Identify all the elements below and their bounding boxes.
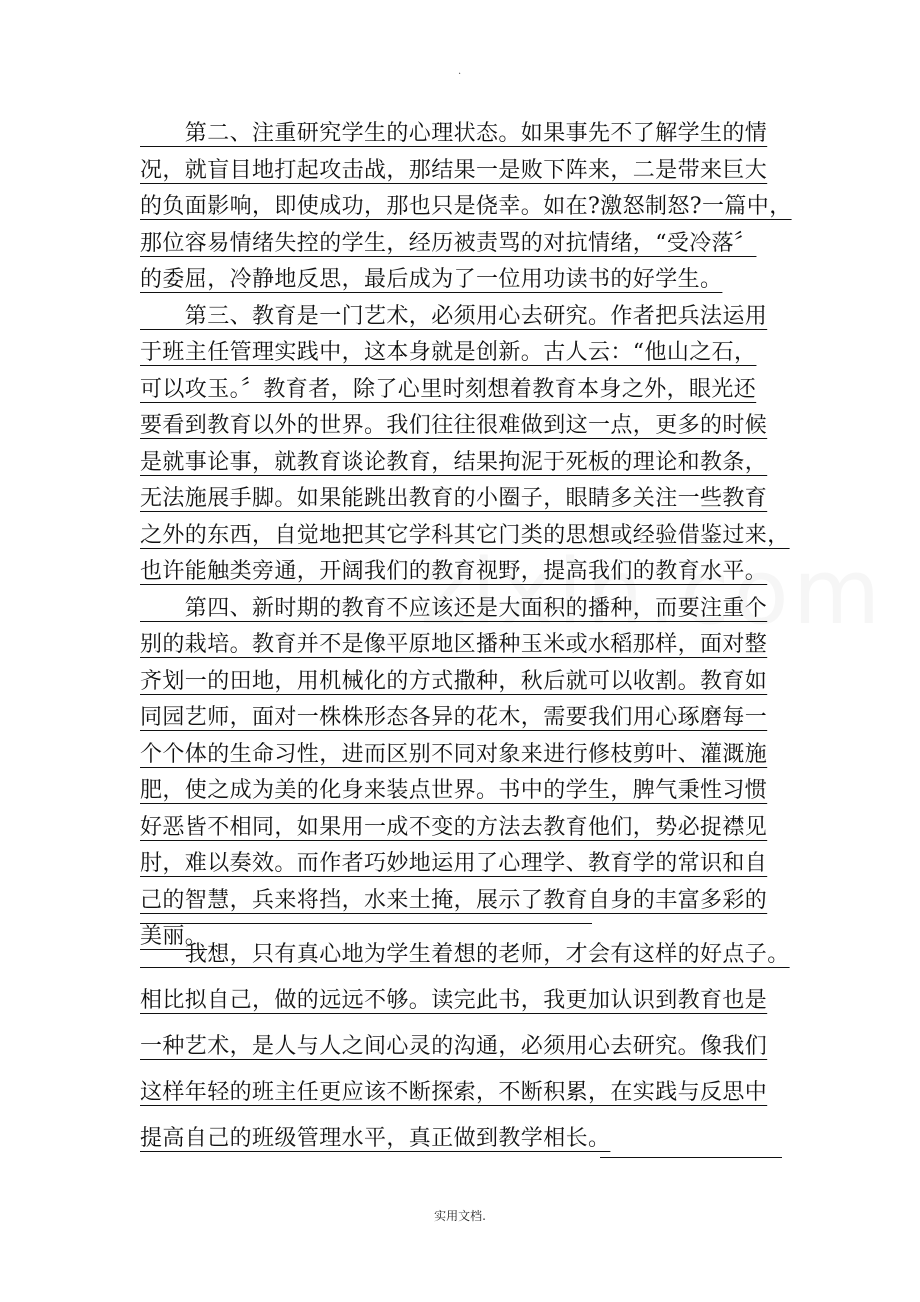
page-footer: 实用文档. — [434, 1209, 486, 1223]
text-line: 肥，使之成为美的化身来装点世界。书中的学生，脾气秉性习惯 — [140, 778, 768, 803]
text-line: 第二、注重研究学生的心理状态。如果事先不了解学生的情 — [140, 121, 768, 146]
text-line: 个个体的生命习性，进而区别不同对象来进行修枝剪叶、灌溉施 — [140, 741, 768, 767]
text-line: 相比拟自己，做的远远不够。读完此书，我更加认识到教育也是 — [140, 988, 768, 1013]
text-line: 于班主任管理实践中，这本身就是创新。古人云：“他山之石， — [140, 340, 757, 365]
text-line: 的委屈，冷静地反思，最后成为了一位用功读书的好学生。 — [140, 267, 723, 292]
text-line: 好恶皆不相同，如果用一成不变的方法去教育他们，势必捉襟见 — [140, 814, 768, 840]
underline-rule — [140, 923, 592, 924]
text-block-1 — [140, 116, 816, 956]
text-line: 之外的东西，自觉地把其它学科其它门类的思想或经验借鉴过来， — [140, 522, 790, 548]
header-mark: . — [458, 66, 462, 77]
text-line: 要看到教育以外的世界。我们往往很难做到这一点，更多的时候 — [140, 413, 768, 438]
text-line: 这样年轻的班主任更应该不断探索，不断积累，在实践与反思中 — [140, 1080, 768, 1105]
text-line: 那位容易情绪失控的学生，经历被责骂的对抗情绪，“受冷落〞 — [140, 230, 757, 256]
text-line: 第四、新时期的教育不应该还是大面积的播种，而要注重个 — [140, 595, 768, 621]
text-line: 无法施展手脚。如果能跳出教育的小圈子，眼睛多关注一些教育 — [140, 486, 768, 511]
text-line: 一种艺术，是人与人之间心灵的沟通，必须用心去研究。像我们 — [140, 1034, 768, 1059]
text-line: 况，就盲目地打起攻击战，那结果一是败下阵来，二是带来巨大 — [140, 157, 768, 183]
text-line: 我想，只有真心地为学生着想的老师，才会有这样的好点子。 — [140, 942, 790, 967]
text-line: 第三、教育是一门艺术，必须用心去研究。作者把兵法运用 — [140, 303, 768, 329]
text-line: 齐划一的田地，用机械化的方式撒种，秋后就可以收割。教育如 — [140, 668, 768, 694]
text-line: 可以攻玉。〞教育者，除了心里时刻想着教育本身之外，眼光还 — [140, 376, 757, 402]
text-line: 同园艺师，面对一株株形态各异的花木，需要我们用心琢磨每一 — [140, 705, 768, 730]
text-line: 的负面影响，即使成功，那也只是侥幸。如在?激怒制怒?一篇中， — [140, 194, 792, 219]
text-line: 提高自己的班级管理水平，真正做到教学相长。 — [140, 1126, 611, 1151]
text-line: 己的智慧，兵来将挡，水来土掩，展示了教育自身的丰富多彩的 — [140, 887, 768, 913]
text-line: 肘，难以奏效。而作者巧妙地运用了心理学、教育学的常识和自 — [140, 851, 768, 876]
text-line: 也许能触类旁通，开阔我们的教育视野，提高我们的教育水平。 — [140, 559, 768, 584]
text-line: 别的栽培。教育并不是像平原地区播种玉米或水稻那样，面对整 — [140, 632, 768, 657]
underline-rule — [600, 1157, 782, 1158]
text-line: 美丽。 — [140, 924, 208, 949]
text-line: 是就事论事，就教育谈论教育，结果拘泥于死板的理论和教条， — [140, 449, 768, 475]
text-block-2 — [140, 932, 816, 1162]
